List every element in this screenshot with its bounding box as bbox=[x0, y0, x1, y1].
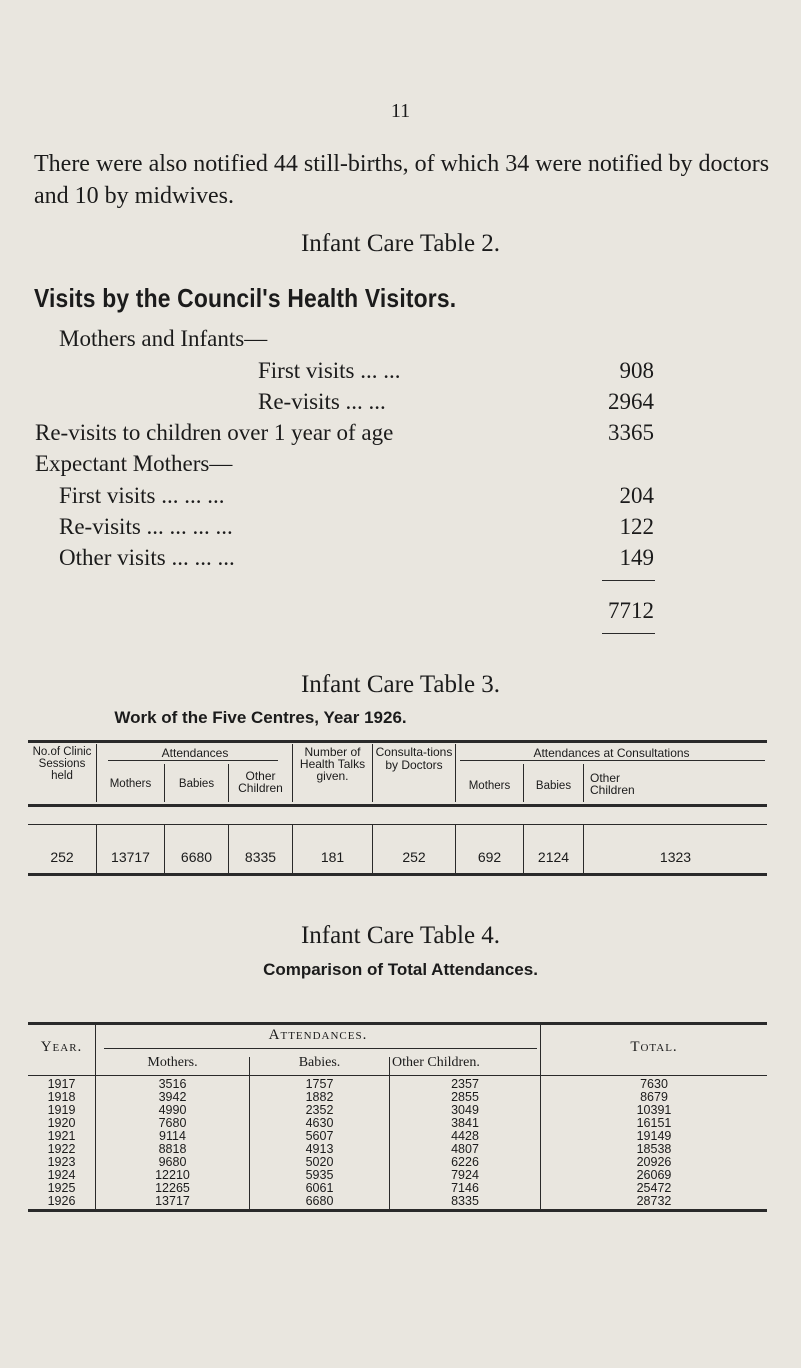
rule bbox=[28, 804, 767, 807]
page-number: 11 bbox=[390, 100, 411, 122]
table-row-year: 1923 bbox=[47, 1155, 76, 1170]
table-cell: 3516 bbox=[158, 1077, 187, 1091]
rule bbox=[108, 760, 278, 761]
table2-title: Infant Care Table 2. bbox=[300, 230, 501, 257]
header-mothers: Mothers. bbox=[147, 1055, 198, 1070]
table-row-year: 1924 bbox=[47, 1168, 76, 1183]
table-cell: 12265 bbox=[155, 1181, 190, 1196]
rule bbox=[104, 1048, 537, 1049]
table-cell: 5935 bbox=[305, 1168, 334, 1183]
row-label: Re-visits ... ... bbox=[258, 389, 386, 414]
header-babies: Babies bbox=[178, 778, 215, 790]
table-cell: 1882 bbox=[305, 1090, 334, 1105]
row-label: Re-visits to children over 1 year of age bbox=[35, 420, 394, 445]
header-total: Total. bbox=[630, 1039, 678, 1055]
table-cell: 5020 bbox=[305, 1155, 334, 1170]
header-consultations: Consulta-tions by Doctors bbox=[375, 745, 453, 772]
table-cell: 6226 bbox=[451, 1155, 479, 1170]
table-row-year: 1917 bbox=[47, 1077, 76, 1091]
row-label: First visits ... ... ... bbox=[59, 483, 225, 508]
value-mothers: 13717 bbox=[111, 849, 150, 865]
table4-title: Infant Care Table 4. bbox=[300, 922, 501, 949]
table4-subtitle: Comparison of Total Attendances. bbox=[263, 960, 538, 979]
table3-title: Infant Care Table 3. bbox=[300, 671, 501, 698]
table-cell: 26069 bbox=[636, 1168, 672, 1183]
rule bbox=[460, 760, 765, 761]
row-label: Other visits ... ... ... bbox=[59, 545, 235, 570]
table-cell: 9114 bbox=[159, 1129, 186, 1144]
value-c-other-children: 1323 bbox=[659, 849, 692, 865]
row-value: 122 bbox=[619, 514, 654, 539]
header-health-talks: Number of Health Talks given. bbox=[299, 745, 366, 783]
table-cell: 2357 bbox=[451, 1077, 479, 1091]
table-cell: 12210 bbox=[155, 1168, 190, 1183]
header-other-children: Other Children. bbox=[392, 1055, 480, 1070]
row-value: 149 bbox=[619, 545, 654, 570]
table-cell: 8818 bbox=[158, 1142, 187, 1157]
value-consultations: 252 bbox=[402, 849, 426, 865]
row-label: Mothers and Infants— bbox=[59, 326, 268, 351]
header-babies: Babies. bbox=[298, 1055, 341, 1070]
rule bbox=[28, 1209, 767, 1212]
rule bbox=[28, 824, 767, 825]
row-value: 204 bbox=[619, 483, 654, 508]
header-other-children: Other Children bbox=[238, 769, 283, 795]
table-cell: 2855 bbox=[451, 1090, 479, 1105]
header-mothers: Mothers bbox=[109, 778, 152, 790]
rule bbox=[96, 744, 97, 802]
header-attendances: Attendances. bbox=[268, 1027, 368, 1043]
table-cell: 7146 bbox=[451, 1181, 479, 1196]
table-row-year: 1918 bbox=[47, 1090, 76, 1105]
table-row-year: 1922 bbox=[47, 1142, 76, 1157]
table-cell: 4807 bbox=[451, 1142, 479, 1157]
table-cell: 4913 bbox=[305, 1142, 334, 1157]
table-cell: 20926 bbox=[636, 1155, 672, 1170]
table-cell: 3841 bbox=[451, 1116, 479, 1131]
value-sessions: 252 bbox=[50, 849, 74, 865]
value-babies: 6680 bbox=[180, 849, 213, 865]
row-value: 908 bbox=[619, 358, 654, 383]
header-c-babies: Babies bbox=[535, 780, 572, 792]
table3-subtitle: Work of the Five Centres, Year 1926. bbox=[114, 708, 407, 727]
table-cell: 16151 bbox=[636, 1116, 672, 1131]
intro-paragraph: There were also notified 44 still-births, of which 34 were notified by doctors and 10 by midwives. bbox=[34, 151, 770, 209]
table-cell: 4990 bbox=[158, 1103, 187, 1118]
table-cell: 8335 bbox=[451, 1194, 479, 1209]
table-cell: 7630 bbox=[640, 1077, 668, 1091]
table-cell: 9680 bbox=[158, 1155, 187, 1170]
table-cell: 8679 bbox=[640, 1090, 668, 1105]
table-row-year: 1926 bbox=[47, 1194, 76, 1209]
rule bbox=[28, 1075, 767, 1076]
table-row-year: 1919 bbox=[47, 1103, 76, 1118]
table-cell: 6061 bbox=[305, 1181, 334, 1196]
table2-heading: Visits by the Council's Health Visitors. bbox=[34, 283, 457, 313]
header-attendances-consultations: Attendances at Consultations bbox=[533, 746, 690, 760]
total-rule-top bbox=[602, 580, 655, 581]
table-cell: 18538 bbox=[636, 1142, 672, 1157]
table-cell: 2352 bbox=[305, 1103, 334, 1118]
table-cell: 25472 bbox=[636, 1181, 672, 1196]
table-cell: 5607 bbox=[305, 1129, 334, 1144]
table-cell: 19149 bbox=[636, 1129, 672, 1144]
table-row-year: 1921 bbox=[47, 1129, 76, 1144]
value-c-babies: 2124 bbox=[537, 849, 570, 865]
table-cell: 3942 bbox=[158, 1090, 187, 1105]
header-year: Year. bbox=[40, 1039, 83, 1055]
table-cell: 7680 bbox=[158, 1116, 187, 1131]
table2-total: 7712 bbox=[608, 598, 654, 623]
row-label: Re-visits ... ... ... ... bbox=[59, 514, 233, 539]
table-cell: 4630 bbox=[305, 1116, 334, 1131]
table-cell: 6680 bbox=[305, 1194, 334, 1209]
header-sessions: No.of Clinic Sessions held bbox=[32, 746, 92, 782]
table-cell: 28732 bbox=[636, 1194, 672, 1209]
value-health-talks: 181 bbox=[320, 849, 345, 865]
row-label: Expectant Mothers— bbox=[35, 451, 233, 476]
value-other-children: 8335 bbox=[244, 849, 277, 865]
table-cell: 3049 bbox=[451, 1103, 479, 1118]
table-cell: 7924 bbox=[451, 1168, 479, 1183]
table-cell: 4428 bbox=[451, 1129, 479, 1144]
table-row-year: 1925 bbox=[47, 1181, 76, 1196]
header-c-mothers: Mothers bbox=[468, 780, 511, 792]
header-c-other-children: Other Children bbox=[590, 771, 635, 797]
table-cell: 10391 bbox=[636, 1103, 672, 1118]
total-rule-bottom bbox=[602, 633, 655, 634]
row-value: 3365 bbox=[608, 420, 654, 445]
table-cell: 1757 bbox=[305, 1077, 334, 1091]
row-label: First visits ... ... bbox=[258, 358, 401, 383]
row-value: 2964 bbox=[608, 389, 654, 414]
value-c-mothers: 692 bbox=[477, 849, 502, 865]
table-cell: 13717 bbox=[155, 1194, 190, 1209]
rule bbox=[28, 1022, 767, 1025]
rule bbox=[28, 873, 767, 876]
table-row-year: 1920 bbox=[47, 1116, 76, 1131]
header-attendances: Attendances bbox=[161, 746, 229, 760]
rule bbox=[28, 740, 767, 743]
